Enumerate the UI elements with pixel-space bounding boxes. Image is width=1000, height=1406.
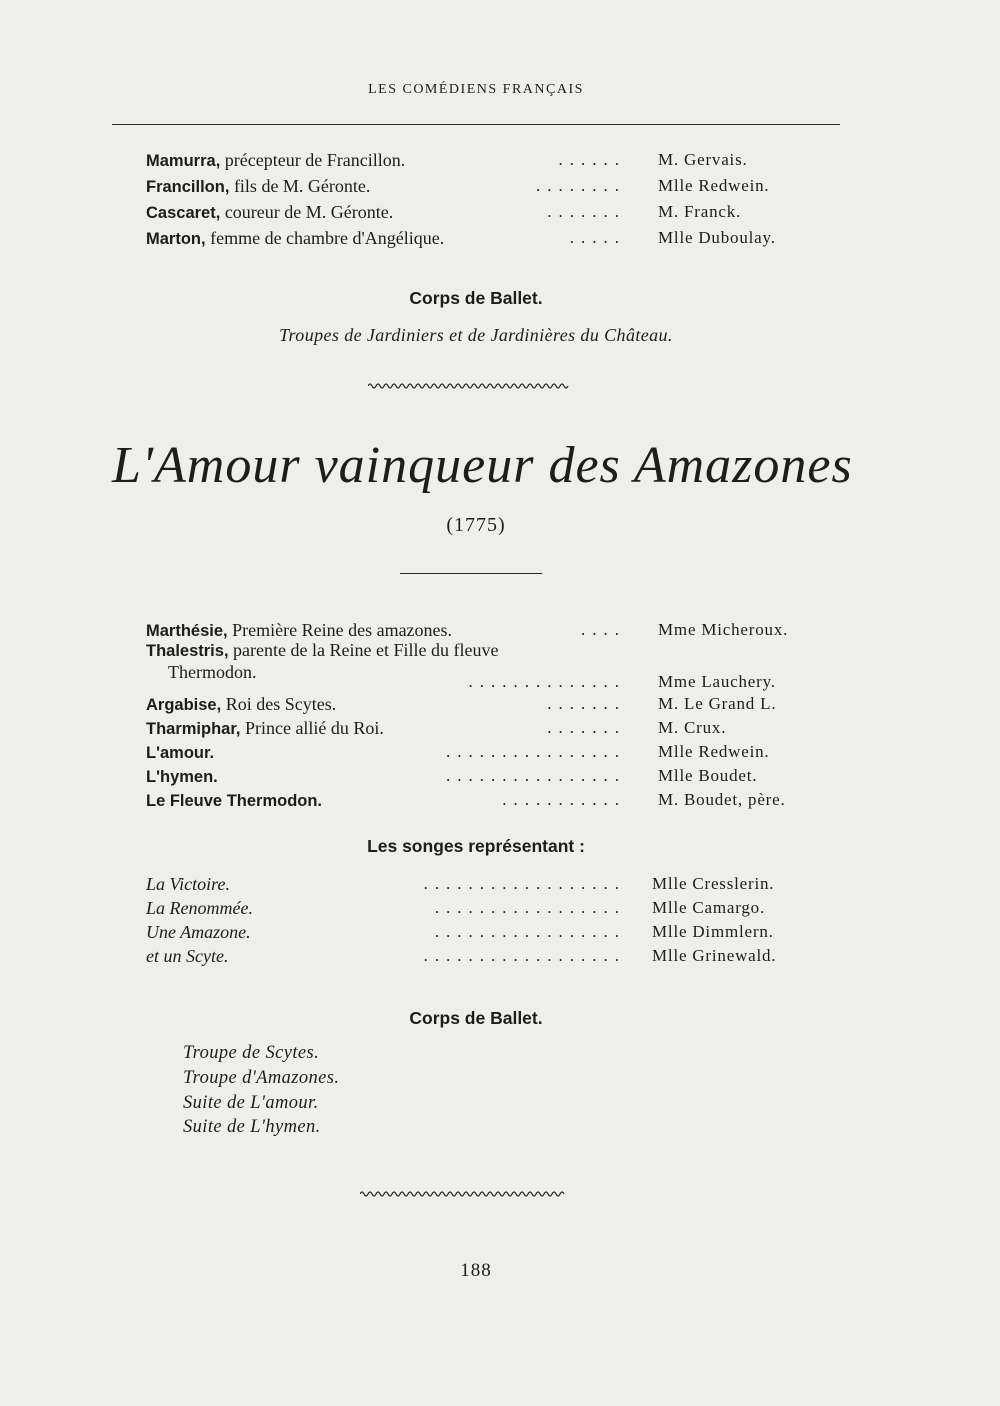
cast-row — [146, 228, 826, 254]
title-rule — [400, 573, 542, 574]
leader-dots: ...... — [558, 150, 626, 169]
songe-row — [146, 898, 826, 924]
songe-row — [146, 922, 826, 948]
wavy-divider — [368, 380, 572, 392]
leader-dots: ..... — [569, 228, 626, 247]
actor-name: M. Gervais. — [658, 150, 748, 169]
ballet-line: Suite de L'hymen. — [183, 1117, 321, 1137]
leader-dots: ................ — [446, 766, 626, 785]
actor-name: Mlle Camargo. — [652, 898, 766, 917]
role-name: La Renommée. — [146, 898, 253, 918]
leader-dots: ....... — [547, 694, 626, 713]
ballet-line: Troupe de Scytes. — [183, 1043, 320, 1063]
character-description: coureur de M. Géronte. — [220, 202, 394, 222]
cast-row — [146, 176, 826, 202]
character-name: Marthésie, — [146, 622, 228, 640]
ballet-line: Troupe d'Amazones. — [183, 1068, 340, 1088]
character-name: Le Fleuve Thermodon. — [146, 792, 323, 810]
page-number: 188 — [460, 1260, 492, 1281]
actor-name: Mme Micheroux. — [658, 620, 789, 639]
play-year: (1775) — [446, 514, 506, 536]
character-name: Mamurra, — [146, 152, 221, 170]
leader-dots: ........ — [536, 176, 626, 195]
actor-name: Mme Lauchery. — [658, 672, 776, 691]
character-name: L'hymen. — [146, 768, 218, 786]
leader-dots: .................. — [423, 874, 626, 893]
leader-dots: ................ — [446, 742, 626, 761]
cast-row — [146, 790, 826, 816]
ballet-line: Suite de L'amour. — [183, 1093, 319, 1113]
actor-name: Mlle Grinewald. — [652, 946, 777, 965]
wavy-divider — [360, 1188, 566, 1200]
cast-row — [146, 150, 826, 176]
leader-dots: ................. — [434, 898, 626, 917]
cast-row — [146, 718, 826, 744]
character-description: Première Reine des amazones. — [227, 620, 453, 640]
actor-name: M. Le Grand L. — [658, 694, 777, 713]
leader-dots: ................. — [434, 922, 626, 941]
character-description: fils de M. Géronte. — [229, 176, 371, 196]
actor-name: M. Boudet, père. — [658, 790, 786, 809]
role-name: et un Scyte. — [146, 946, 229, 966]
actor-name: Mlle Duboulay. — [658, 228, 776, 247]
actor-name: M. Franck. — [658, 202, 742, 221]
header-rule — [112, 124, 840, 125]
character-name: Francillon, — [146, 178, 230, 196]
songe-row — [146, 874, 826, 900]
leader-dots: ....... — [547, 718, 626, 737]
cast-row — [146, 766, 826, 792]
leader-dots: ....... — [547, 202, 626, 221]
character-name: Cascaret, — [146, 204, 221, 222]
character-name: Tharmiphar, — [146, 720, 241, 738]
character-description: parente de la Reine et Fille du fleuve — [228, 640, 499, 660]
actor-name: Mlle Cresslerin. — [652, 874, 775, 893]
leader-dots: ........... — [502, 790, 626, 809]
actor-name: Mlle Redwein. — [658, 176, 770, 195]
play-title: L'Amour vainqueur des Amazones — [112, 437, 853, 494]
cast-row — [146, 742, 826, 768]
songes-heading: Les songes représentant : — [367, 836, 585, 856]
role-name: La Victoire. — [146, 874, 230, 894]
actor-name: Mlle Boudet. — [658, 766, 758, 785]
songe-row — [146, 946, 826, 972]
character-name: Argabise, — [146, 696, 222, 714]
ballet-heading: Corps de Ballet. — [409, 288, 543, 308]
character-description-continued: Thermodon. — [168, 662, 257, 682]
character-description: précepteur de Francillon. — [220, 150, 406, 170]
ballet-heading: Corps de Ballet. — [409, 1008, 543, 1028]
ballet-description: Troupes de Jardiniers et de Jardinières du Château. — [279, 325, 673, 345]
cast-row — [146, 202, 826, 228]
actor-name: Mlle Redwein. — [658, 742, 770, 761]
character-name: L'amour. — [146, 744, 215, 762]
character-name: Marton, — [146, 230, 206, 248]
character-description: Prince allié du Roi. — [240, 718, 384, 738]
leader-dots: .............. — [468, 672, 626, 691]
character-description: femme de chambre d'Angélique. — [205, 228, 445, 248]
actor-name: Mlle Dimmlern. — [652, 922, 774, 941]
actor-name: M. Crux. — [658, 718, 727, 737]
leader-dots: .... — [581, 620, 626, 639]
role-name: Une Amazone. — [146, 922, 251, 942]
running-header: LES COMÉDIENS FRANÇAIS — [368, 82, 584, 97]
leader-dots: .................. — [423, 946, 626, 965]
cast-row — [146, 694, 826, 720]
character-description: Roi des Scytes. — [221, 694, 337, 714]
character-name: Thalestris, — [146, 642, 229, 660]
